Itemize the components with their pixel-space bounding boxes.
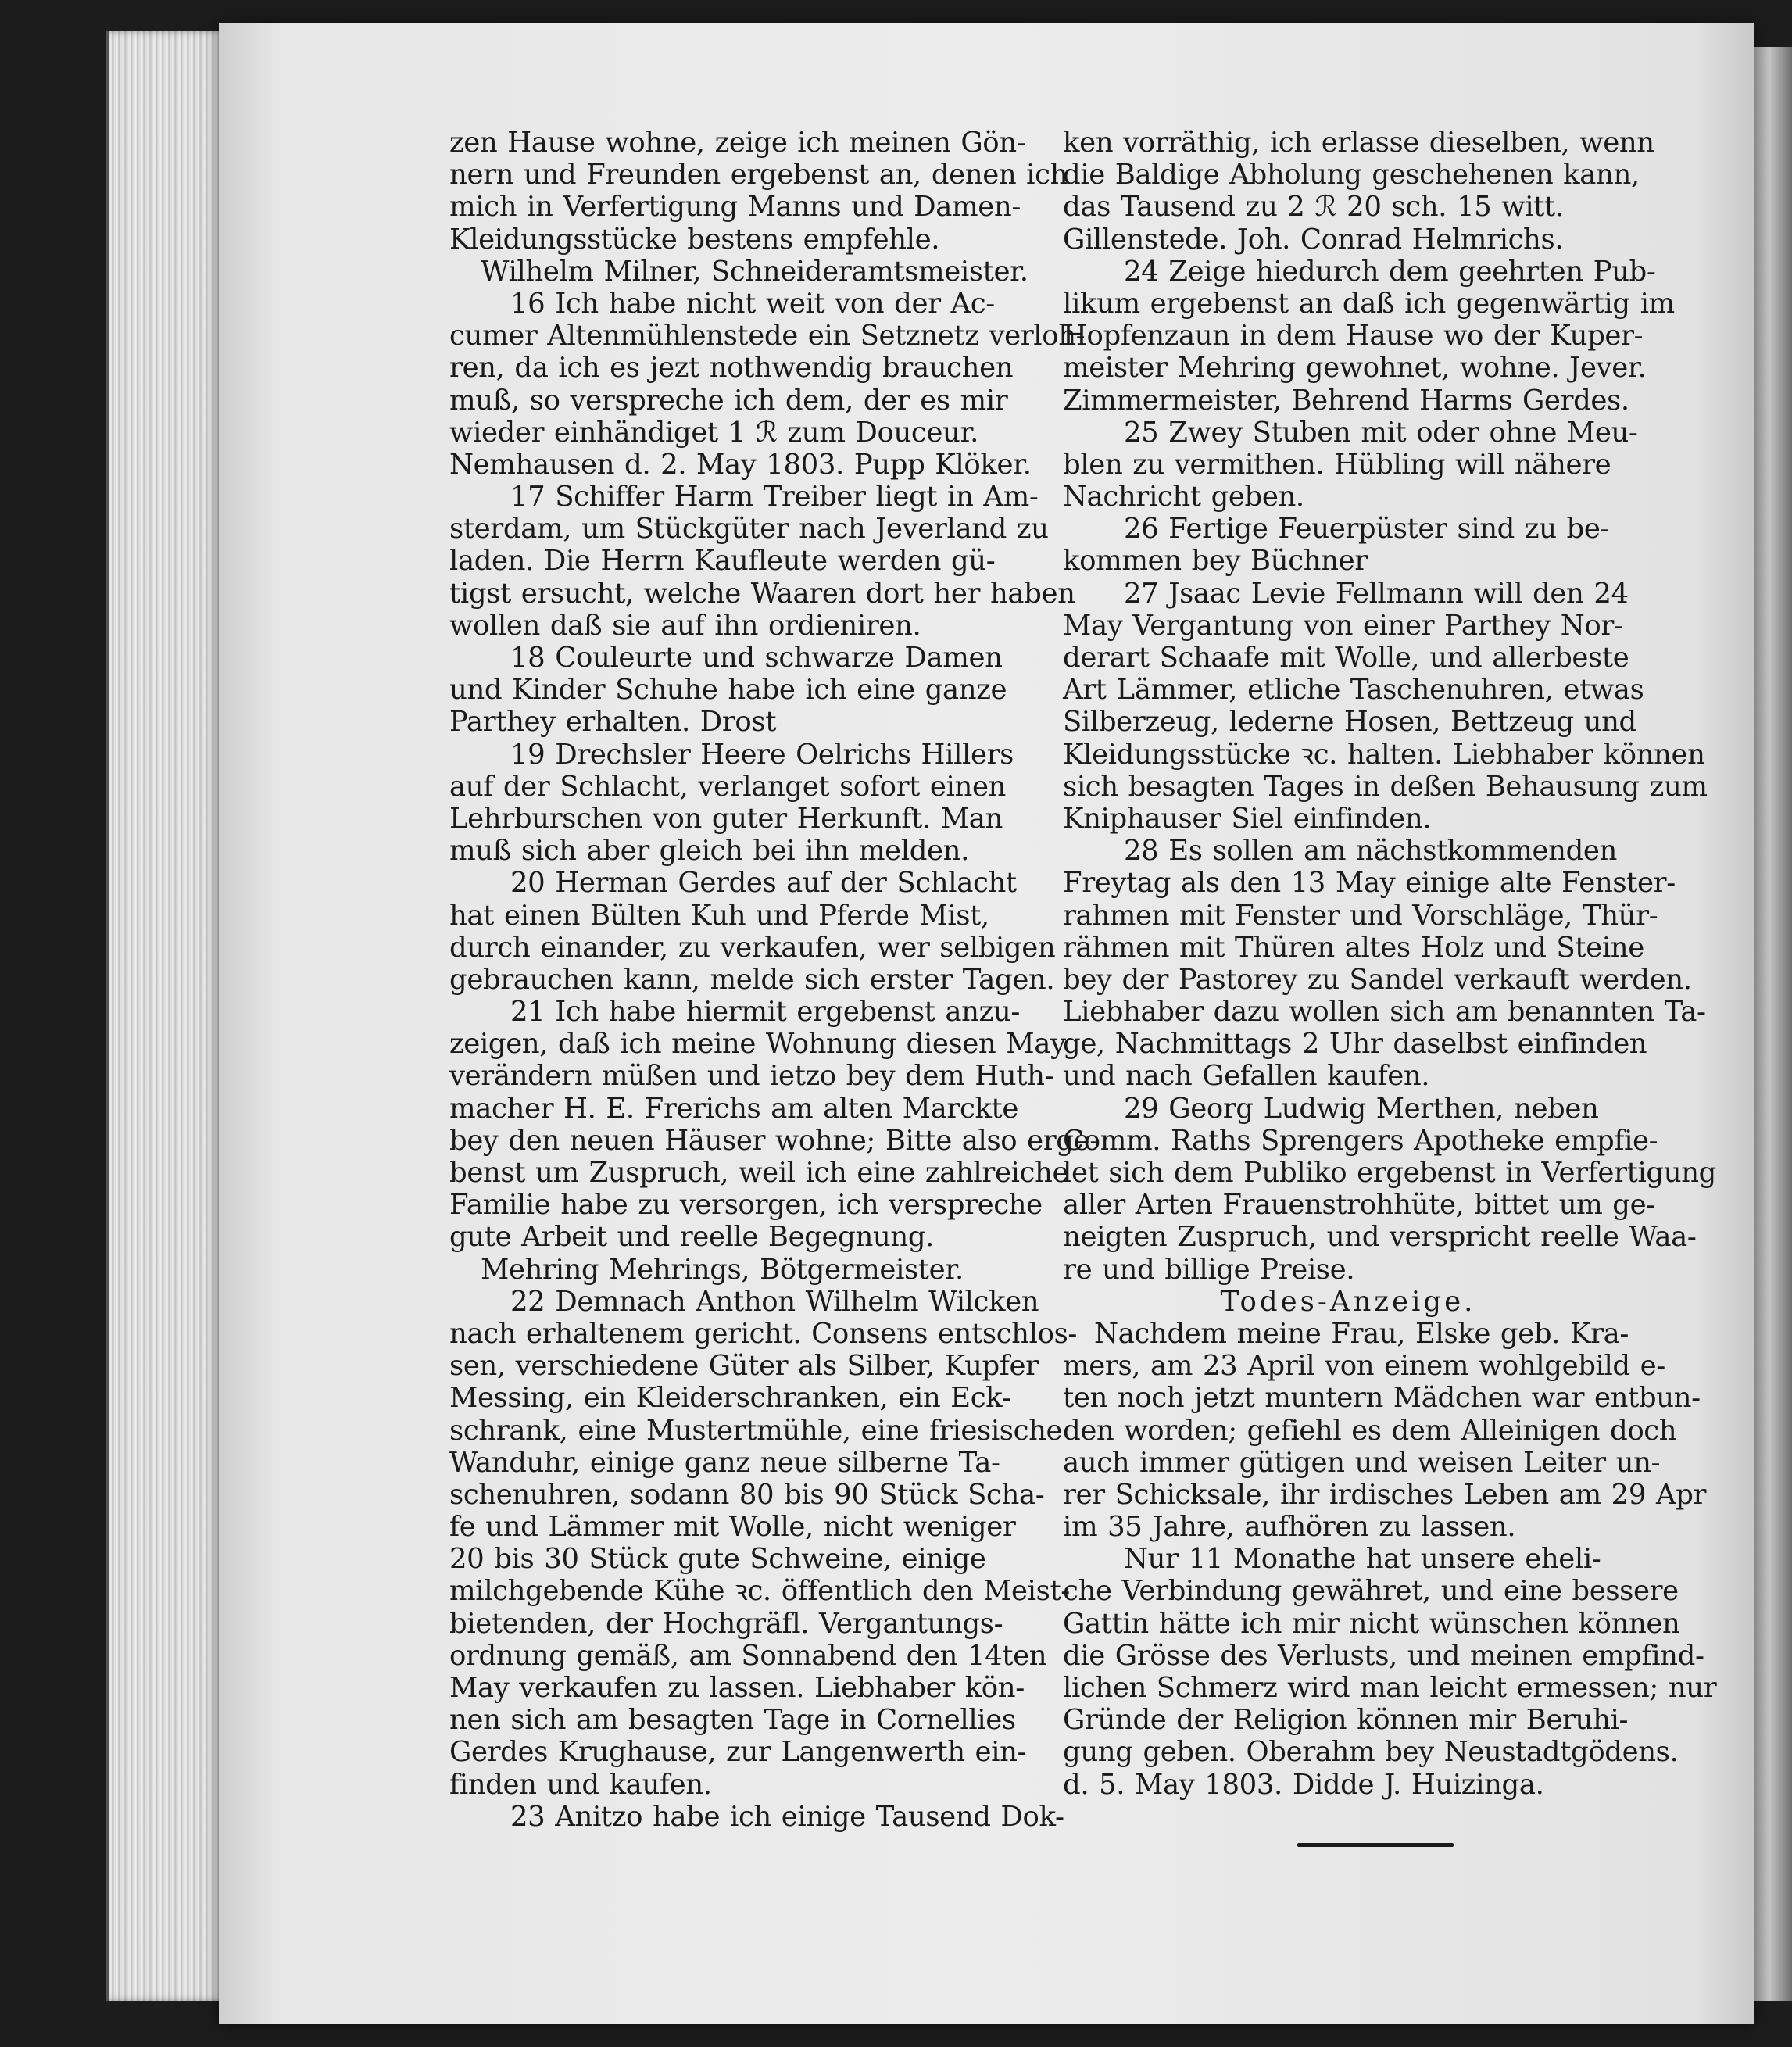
text-line: let sich dem Publiko ergebenst in Verfertigung	[1063, 1157, 1716, 1189]
text-line: schenuhren, sodann 80 bis 90 Stück Scha-	[449, 1478, 1045, 1511]
text-line: re und billige Preise.	[1063, 1253, 1355, 1286]
text-line: Gillenstede. Joh. Conrad Helmrichs.	[1063, 223, 1564, 256]
text-line: Freytag als den 13 May einige alte Fenster-	[1063, 867, 1676, 900]
text-line: Nur 11 Monathe hat unsere eheli-	[1124, 1543, 1601, 1576]
text-line: 24 Zeige hiedurch dem geehrten Pub-	[1124, 255, 1656, 288]
text-line: Nachricht geben.	[1063, 481, 1304, 514]
text-line: Gründe der Religion können mir Beruhi-	[1063, 1704, 1629, 1737]
text-line: durch einander, zu verkaufen, wer selbigen	[449, 931, 1056, 964]
text-line: nern und Freunden ergebenst an, denen ich	[449, 159, 1068, 191]
text-line: finden und kaufen.	[449, 1768, 712, 1801]
text-line: Messing, ein Kleiderschranken, ein Eck-	[449, 1382, 1011, 1415]
text-line: 23 Anitzo habe ich einige Tausend Dok-	[510, 1800, 1064, 1833]
text-line: Art Lämmer, etliche Taschenuhren, etwas	[1063, 674, 1644, 707]
text-line: wollen daß sie auf ihn ordieniren.	[449, 609, 921, 642]
text-line: 29 Georg Ludwig Merthen, neben	[1124, 1092, 1599, 1125]
text-line: blen zu vermithen. Hübling will nähere	[1063, 448, 1611, 481]
text-line: Nachdem meine Frau, Elske geb. Kra-	[1094, 1317, 1629, 1350]
text-line: nach erhaltenem gericht. Consens entschlos-	[449, 1317, 1077, 1350]
text-line: Mehring Mehrings, Bötgermeister.	[481, 1253, 964, 1286]
text-line: Gattin hätte ich mir nicht wünschen können	[1063, 1607, 1680, 1640]
text-line: 28 Es sollen am nächstkommenden	[1124, 835, 1617, 868]
closing-rule	[1297, 1843, 1454, 1847]
text-line: milchgebende Kühe ꝛc. öffentlich den Meist-	[449, 1575, 1070, 1608]
text-line: Kleidungsstücke bestens empfehle.	[449, 223, 940, 256]
text-line: Silberzeug, lederne Hosen, Bettzeug und	[1063, 706, 1636, 739]
text-line: sich besagten Tages in deßen Behausung zum	[1063, 770, 1708, 803]
text-line: Kleidungsstücke ꝛc. halten. Liebhaber können	[1063, 738, 1705, 771]
text-line: tigst ersucht, welche Waaren dort her haben	[449, 577, 1075, 610]
text-line: Comm. Raths Sprengers Apotheke empfie-	[1063, 1124, 1658, 1157]
text-line: mers, am 23 April von einem wohlgebild e-	[1063, 1350, 1665, 1383]
text-line: verändern müßen und ietzo bey dem Huth-	[449, 1060, 1054, 1093]
text-line: bey den neuen Häuser wohne; Bitte also erge-	[449, 1124, 1099, 1157]
text-line: lichen Schmerz wird man leicht ermessen; nur	[1063, 1672, 1717, 1704]
text-line: ten noch jetzt muntern Mädchen war entbun-	[1063, 1382, 1701, 1415]
text-line: die Grösse des Verlusts, und meinen empfind-	[1063, 1639, 1704, 1672]
text-line: muß sich aber gleich bei ihn melden.	[449, 835, 969, 868]
text-line: 27 Jsaac Levie Fellmann will den 24	[1124, 577, 1629, 610]
text-line: 18 Couleurte und schwarze Damen	[510, 642, 1003, 674]
text-line: macher H. E. Frerichs am alten Marckte	[449, 1092, 1019, 1125]
text-line: ordnung gemäß, am Sonnabend den 14ten	[449, 1639, 1047, 1672]
text-line: 26 Fertige Feuerpüster sind zu be-	[1124, 513, 1610, 546]
text-line: mich in Verfertigung Manns und Damen-	[449, 191, 1021, 224]
text-line: 20 Herman Gerdes auf der Schlacht	[510, 867, 1017, 900]
text-line: wieder einhändiget 1 ℛ zum Douceur.	[449, 416, 979, 449]
text-line: May Vergantung von einer Parthey Nor-	[1063, 609, 1623, 642]
text-line: zeigen, daß ich meine Wohnung diesen May	[449, 1028, 1066, 1061]
text-line: sterdam, um Stückgüter nach Jeverland zu	[449, 513, 1049, 546]
text-line: d. 5. May 1803. Didde J. Huizinga.	[1063, 1768, 1544, 1801]
text-line: May verkaufen zu lassen. Liebhaber kön-	[449, 1672, 1025, 1704]
text-line: Wilhelm Milner, Schneideramtsmeister.	[481, 255, 1028, 288]
text-line: muß, so verspreche ich dem, der es mir	[449, 384, 1008, 417]
text-line: rähmen mit Thüren altes Holz und Steine	[1063, 931, 1644, 964]
text-line: auch immer gütigen und weisen Leiter un-	[1063, 1446, 1661, 1479]
text-line: und nach Gefallen kaufen.	[1063, 1060, 1430, 1093]
text-line: gebrauchen kann, melde sich erster Tagen.	[449, 963, 1055, 996]
text-line: aller Arten Frauenstrohhüte, bittet um ge-	[1063, 1189, 1655, 1222]
text-line: Lehrburschen von guter Herkunft. Man	[449, 802, 1003, 835]
text-line: Gerdes Krughause, zur Langenwerth ein-	[449, 1736, 1027, 1769]
text-line: bey der Pastorey zu Sandel verkauft werden.	[1063, 963, 1692, 996]
text-line: und Kinder Schuhe habe ich eine ganze	[449, 674, 1007, 707]
text-line: gung geben. Oberahm bey Neustadtgödens.	[1063, 1736, 1679, 1769]
text-line: kommen bey Büchner	[1063, 545, 1368, 578]
text-line: ren, da ich es jezt nothwendig brauchen	[449, 352, 1014, 385]
text-line: derart Schaafe mit Wolle, und allerbeste	[1063, 642, 1629, 674]
text-line: 25 Zwey Stuben mit oder ohne Meu-	[1124, 416, 1638, 449]
text-line: neigten Zuspruch, und verspricht reelle Waa-	[1063, 1221, 1697, 1254]
text-line: rer Schicksale, ihr irdisches Leben am 29 Apr	[1063, 1478, 1707, 1511]
text-line: 20 bis 30 Stück gute Schweine, einige	[449, 1543, 986, 1576]
text-line: sen, verschiedene Güter als Silber, Kupfer	[449, 1350, 1039, 1383]
text-line: Familie habe zu versorgen, ich verspreche	[449, 1189, 1043, 1222]
text-line: Wanduhr, einige ganz neue silberne Ta-	[449, 1446, 1000, 1479]
text-line: Todes-Anzeige.	[1220, 1285, 1476, 1318]
left-text-column	[449, 127, 1099, 1833]
text-line: Nemhausen d. 2. May 1803. Pupp Klöker.	[449, 448, 1032, 481]
text-line: Zimmermeister, Behrend Harms Gerdes.	[1063, 384, 1629, 417]
text-line: Kniphauser Siel einfinden.	[1063, 802, 1432, 835]
right-text-column	[1063, 127, 1717, 1801]
text-line: 19 Drechsler Heere Oelrichs Hillers	[510, 738, 1014, 771]
text-line: hat einen Bülten Kuh und Pferde Mist,	[449, 899, 989, 932]
text-line: bietenden, der Hochgräfl. Vergantungs-	[449, 1607, 1003, 1640]
text-line: ken vorräthig, ich erlasse dieselben, wenn	[1063, 127, 1654, 159]
text-line: che Verbindung gewähret, und eine bessere	[1063, 1575, 1679, 1608]
text-line: 17 Schiffer Harm Treiber liegt in Am-	[510, 481, 1039, 514]
text-line: ge, Nachmittags 2 Uhr daselbst einfinden	[1063, 1028, 1647, 1061]
text-line: laden. Die Herrn Kaufleute werden gü-	[449, 545, 996, 578]
facing-page-edge	[1754, 47, 1792, 2001]
text-line: meister Mehring gewohnet, wohne. Jever.	[1063, 352, 1647, 385]
text-line: 22 Demnach Anthon Wilhelm Wilcken	[510, 1285, 1039, 1318]
text-line: schrank, eine Mustertmühle, eine friesische	[449, 1414, 1063, 1447]
text-line: im 35 Jahre, aufhören zu lassen.	[1063, 1511, 1516, 1544]
text-line: cumer Altenmühlenstede ein Setznetz verloh-	[449, 320, 1086, 352]
text-line: die Baldige Abholung geschehenen kann,	[1063, 159, 1640, 191]
text-line: Liebhaber dazu wollen sich am benannten Ta-	[1063, 996, 1706, 1029]
text-line: fe und Lämmer mit Wolle, nicht weniger	[449, 1511, 1016, 1544]
text-line: zen Hause wohne, zeige ich meinen Gön-	[449, 127, 1026, 159]
text-line: rahmen mit Fenster und Vorschläge, Thür-	[1063, 899, 1658, 932]
text-line: gute Arbeit und reelle Begegnung.	[449, 1221, 935, 1254]
text-line: benst um Zuspruch, weil ich eine zahlreiche	[449, 1157, 1069, 1189]
text-line: 21 Ich habe hiermit ergebenst anzu-	[510, 996, 1020, 1029]
text-line: nen sich am besagten Tage in Cornellies	[449, 1704, 1016, 1737]
text-line: Hopfenzaun in dem Hause wo der Kuper-	[1063, 320, 1644, 352]
text-line: auf der Schlacht, verlanget sofort einen	[449, 770, 1007, 803]
text-line: das Tausend zu 2 ℛ 20 sch. 15 witt.	[1063, 191, 1564, 224]
text-line: 16 Ich habe nicht weit von der Ac-	[510, 287, 995, 320]
text-line: den worden; gefiehl es dem Alleinigen doch	[1063, 1414, 1677, 1447]
text-line: Parthey erhalten. Drost	[449, 706, 777, 739]
text-line: likum ergebenst an daß ich gegenwärtig im	[1063, 287, 1675, 320]
